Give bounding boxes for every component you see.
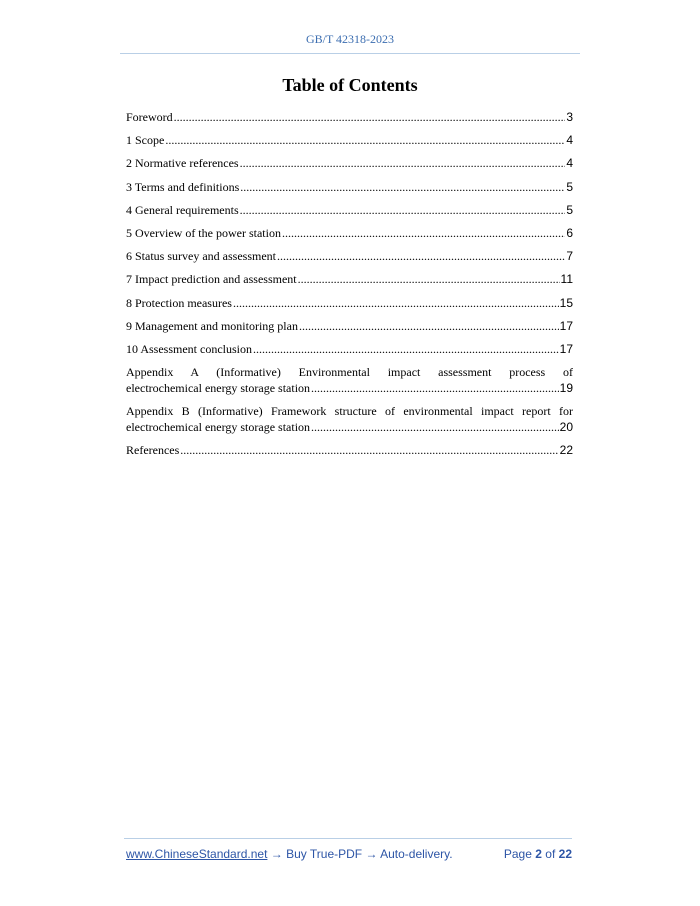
page-total: 22 xyxy=(558,847,572,861)
page-indicator xyxy=(504,847,572,861)
toc-entry-impact-prediction[interactable] xyxy=(126,271,573,287)
document-code: GB/T 42318-2023 xyxy=(305,32,395,46)
toc-leader-dots xyxy=(277,248,565,264)
toc-entry-label: 9 Management and monitoring plan xyxy=(126,318,298,333)
page-footer xyxy=(126,847,572,861)
toc-entry-page: 5 xyxy=(566,179,573,194)
table-of-contents xyxy=(126,109,573,466)
toc-entry-label: 3 Terms and definitions xyxy=(126,179,240,194)
page-current: 2 xyxy=(535,847,542,861)
toc-entry-label: Appendix A (Informative) Environmental impact assessment process of xyxy=(126,365,573,380)
toc-entry-label: Foreword xyxy=(126,110,173,124)
toc-leader-dots xyxy=(165,132,565,148)
toc-entry-page: 3 xyxy=(566,110,573,124)
toc-entry-page: 5 xyxy=(566,202,573,217)
toc-entry-protection-measures[interactable] xyxy=(126,295,573,311)
toc-entry-page: 17 xyxy=(559,318,573,333)
toc-leader-dots xyxy=(240,155,566,171)
toc-entry-power-station-overview[interactable] xyxy=(126,225,573,241)
toc-entry-page: 19 xyxy=(559,381,573,396)
promo-text: → Buy True-PDF → Auto-delivery. xyxy=(267,847,453,861)
toc-leader-dots xyxy=(180,442,558,458)
page-title: Table of Contents xyxy=(282,75,418,95)
toc-entry-page: 7 xyxy=(566,249,573,264)
toc-entry-page: 15 xyxy=(559,295,573,310)
toc-entry-status-survey[interactable] xyxy=(126,248,573,264)
toc-entry-label: 8 Protection measures xyxy=(126,295,232,310)
website-link[interactable]: www.ChineseStandard.net xyxy=(126,847,268,861)
toc-entry-management-monitoring[interactable] xyxy=(126,318,573,334)
toc-entry-page: 4 xyxy=(566,156,573,171)
toc-entry-label: 1 Scope xyxy=(126,133,165,148)
toc-entry-label: 7 Impact prediction and assessment xyxy=(126,272,297,287)
toc-entry-label: 10 Assessment conclusion xyxy=(126,341,252,356)
toc-leader-dots xyxy=(311,380,559,396)
toc-leader-dots xyxy=(299,318,559,334)
toc-entry-terms-definitions[interactable] xyxy=(126,179,573,195)
page-word: Page xyxy=(503,847,532,861)
toc-entry-scope[interactable] xyxy=(126,132,573,148)
toc-entry-references[interactable] xyxy=(126,442,573,458)
toc-entry-page: 22 xyxy=(559,443,573,458)
toc-leader-dots xyxy=(174,109,566,125)
toc-entry-label: 5 Overview of the power station xyxy=(126,225,281,240)
toc-entry-page: 20 xyxy=(559,420,573,435)
toc-entry-page: 4 xyxy=(566,133,573,148)
toc-entry-normative-references[interactable] xyxy=(126,155,573,171)
toc-entry-label: 6 Status survey and assessment xyxy=(126,249,276,264)
toc-leader-dots xyxy=(240,202,566,218)
toc-entry-appendix-b[interactable] xyxy=(126,403,573,435)
toc-leader-dots xyxy=(282,225,565,241)
toc-leader-dots xyxy=(311,419,559,435)
page-of: of xyxy=(545,847,556,861)
toc-entry-label-continued: electrochemical energy storage station xyxy=(126,420,311,435)
toc-entry-label-continued: electrochemical energy storage station xyxy=(126,381,311,396)
toc-entry-page: 11 xyxy=(560,272,573,287)
toc-entry-page: 6 xyxy=(566,225,573,240)
footer-divider xyxy=(124,838,572,839)
toc-entry-appendix-a[interactable] xyxy=(126,364,573,396)
toc-entry-label: 2 Normative references xyxy=(126,156,239,171)
toc-entry-foreword[interactable] xyxy=(126,109,573,125)
toc-entry-page: 17 xyxy=(559,341,573,356)
toc-leader-dots xyxy=(298,271,560,287)
toc-leader-dots xyxy=(253,341,559,357)
toc-entry-label: Appendix B (Informative) Framework structure of environmental impact report for xyxy=(126,404,573,419)
toc-entry-label: References xyxy=(126,443,180,458)
header-divider xyxy=(120,53,580,54)
toc-entry-general-requirements[interactable] xyxy=(126,202,573,218)
toc-entry-assessment-conclusion[interactable] xyxy=(126,341,573,357)
toc-entry-label: 4 General requirements xyxy=(126,202,239,217)
toc-leader-dots xyxy=(240,179,565,195)
toc-leader-dots xyxy=(233,295,559,311)
